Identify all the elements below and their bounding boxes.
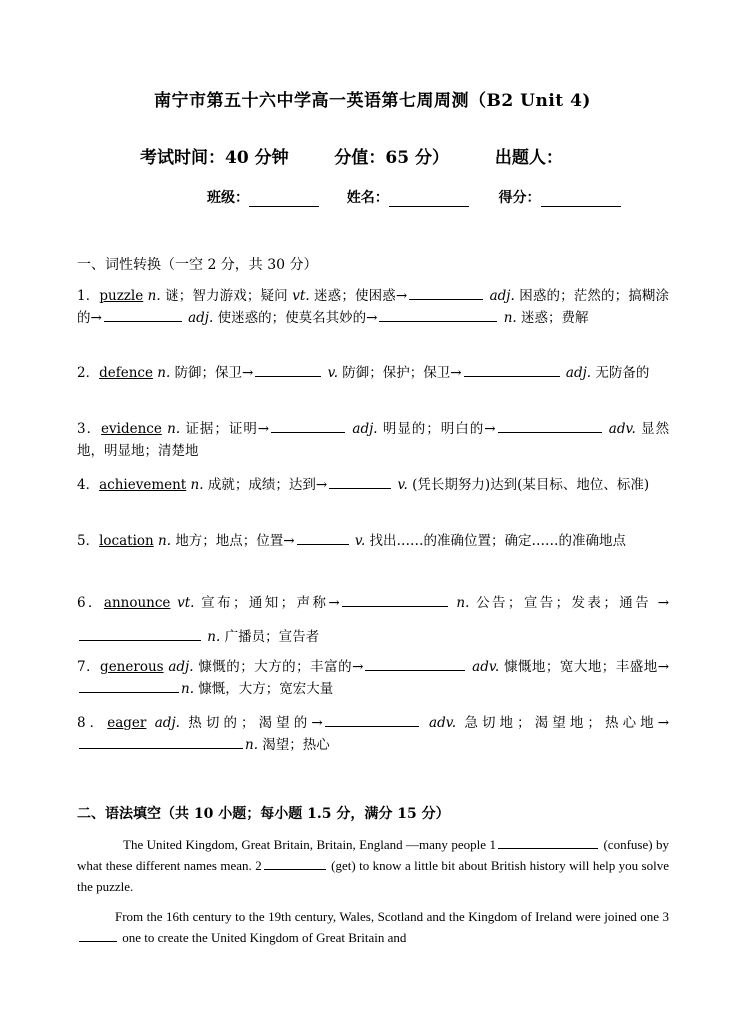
item-number: 8． <box>77 715 108 731</box>
meaning: 防御；保卫→ <box>174 365 254 381</box>
item-number: 2． <box>77 365 100 381</box>
answer-blank[interactable] <box>498 419 602 433</box>
class-label: 班级： <box>207 190 249 206</box>
answer-blank[interactable] <box>464 363 560 377</box>
meaning: 宣布；通知；声称→ <box>201 595 340 611</box>
item-word: defence <box>99 365 153 381</box>
vocab-item-4 <box>77 474 669 496</box>
meaning: 广播员；宣告者 <box>224 629 320 645</box>
pos: adj. <box>168 659 194 675</box>
pos: n. <box>147 288 161 304</box>
pos: n. <box>245 737 258 753</box>
vocab-item-8 <box>77 712 669 756</box>
meaning: 明显的；明白的→ <box>382 421 496 437</box>
passage-text: (confuse) by what these different names mean. <box>77 837 670 873</box>
passage-text: one to create the United Kingdom of Great Britain and <box>122 930 407 945</box>
item-number: 5． <box>77 533 100 549</box>
section1-heading: 一、词性转换（一空 2 分，共 30 分） <box>77 257 318 273</box>
answer-blank[interactable] <box>104 308 182 322</box>
meaning: 慷慨地；宽大地；丰盛地→ <box>503 659 670 675</box>
pos: n. <box>157 365 171 381</box>
pos: n. <box>207 629 221 645</box>
answer-blank[interactable] <box>79 679 179 693</box>
answer-blank[interactable] <box>409 286 483 300</box>
blank-number: 3 <box>662 909 669 924</box>
pos: n. <box>158 533 172 549</box>
answer-blank[interactable] <box>329 475 391 489</box>
answer-blank[interactable] <box>79 735 243 749</box>
points-blank[interactable] <box>541 192 621 207</box>
meaning: 迷惑；使困惑→ <box>314 288 408 304</box>
answer-blank[interactable] <box>365 657 465 671</box>
meaning: 热切的；渴望的→ <box>188 715 323 731</box>
item-word: evidence <box>101 421 162 437</box>
meaning: 慷慨，大方；宽宏大量 <box>198 681 334 697</box>
pos: n. <box>181 681 194 697</box>
item-number: 4． <box>77 477 100 493</box>
section2-heading: 二、语法填空（共 10 小题；每小题 1.5 分，满分 15 分） <box>77 806 450 822</box>
item-number: 3． <box>77 421 102 437</box>
item-number: 7． <box>77 659 101 675</box>
answer-blank[interactable] <box>79 627 201 641</box>
pos: adv. <box>608 421 636 437</box>
name-label: 姓名： <box>346 190 389 206</box>
pos: v. <box>397 477 408 493</box>
meaning: 公告；宣告；发表；通告 <box>476 595 652 611</box>
blank-number: 2 <box>255 858 262 873</box>
pos: v. <box>354 533 366 549</box>
meaning: 显然地，明显地；清楚地 <box>77 421 670 459</box>
answer-blank[interactable] <box>271 419 345 433</box>
answer-blank[interactable] <box>342 593 448 607</box>
item-number: 6． <box>77 595 104 611</box>
meaning: 证据；证明→ <box>185 421 270 437</box>
meaning: 慷慨的；大方的；丰富的→ <box>198 659 364 675</box>
meaning: (凭长期努力)达到(某目标、地位、标准) <box>412 477 650 493</box>
exam-score: 分值：65 分） <box>334 148 449 168</box>
answer-blank[interactable] <box>297 531 349 545</box>
passage-text: (get) to know a little bit about British history will help you solve the puzzle. <box>77 858 669 894</box>
grammar-paragraph-1 <box>77 834 669 897</box>
pos: adv. <box>429 715 457 731</box>
answer-blank[interactable] <box>79 928 117 942</box>
answer-blank[interactable] <box>379 308 497 322</box>
pos: n. <box>503 310 517 326</box>
pos: vt. <box>177 595 195 611</box>
vocab-item-3 <box>77 418 669 462</box>
item-word: eager <box>107 715 147 731</box>
pos: n. <box>167 421 181 437</box>
exam-meta <box>140 143 563 168</box>
meaning: 地方；地点；位置→ <box>175 533 295 549</box>
blank-number: 1 <box>489 837 496 852</box>
answer-blank[interactable] <box>264 856 326 870</box>
passage-text: From the 16th century to the 19th century, Wales, Scotland and the Kingdom of Ireland were joined one <box>115 909 659 924</box>
meaning: 急切地；渴望地；热心地→ <box>464 715 670 731</box>
name-blank[interactable] <box>389 192 469 207</box>
exam-title: 南宁市第五十六中学高一英语第七周周测（B2 Unit 4) <box>154 91 591 111</box>
points-label: 得分： <box>498 190 541 206</box>
meaning: 防御；保护；保卫→ <box>342 365 462 381</box>
pos: n. <box>190 477 204 493</box>
meaning: 成就；成绩；达到→ <box>207 477 328 493</box>
meaning: 无防备的 <box>595 365 650 381</box>
answer-blank[interactable] <box>255 363 321 377</box>
pos: adj. <box>352 421 378 437</box>
exam-setter: 出题人： <box>494 148 563 168</box>
vocab-item-6: 6．announce vt. 宣布；通知；声称→ n. 公告；宣告；发表；通告 → n. 广播员；宣告者 <box>77 595 670 645</box>
class-blank[interactable] <box>249 192 319 207</box>
meaning: 迷惑；费解 <box>520 310 589 326</box>
item-number: 1． <box>77 288 100 304</box>
item-word: puzzle <box>99 288 144 304</box>
student-info <box>207 187 621 207</box>
meaning: 谜；智力游戏；疑问 <box>165 288 288 304</box>
meaning: 使迷惑的；使莫名其妙的→ <box>217 310 378 326</box>
pos: n. <box>456 595 470 611</box>
grammar-paragraph-2 <box>77 906 669 948</box>
item-word: announce <box>103 595 171 611</box>
vocab-item-2 <box>77 362 669 384</box>
item-word: generous <box>100 659 164 675</box>
pos: adj. <box>565 365 592 381</box>
pos: vt. <box>292 288 310 304</box>
meaning: 找出……的准确位置；确定……的准确地点 <box>369 533 627 549</box>
meaning: 渴望；热心 <box>262 737 330 753</box>
vocab-item-5 <box>77 530 669 552</box>
pos: adv. <box>472 659 500 675</box>
pos: v. <box>327 365 338 381</box>
exam-time: 考试时间：40 分钟 <box>140 148 289 168</box>
answer-blank[interactable] <box>325 713 419 727</box>
item-word: achievement <box>99 477 187 493</box>
pos: adj. <box>154 715 180 731</box>
item-word: location <box>99 533 154 549</box>
passage-text: The United Kingdom, Great Britain, Britain, England —many people <box>123 837 487 852</box>
meaning: 困惑的；茫然的；搞糊涂的→ <box>77 288 670 326</box>
vocab-item-7 <box>77 656 669 700</box>
vocab-item-1 <box>77 285 669 329</box>
pos: adj. <box>188 310 214 326</box>
answer-blank[interactable] <box>498 835 598 849</box>
pos: adj. <box>489 288 515 304</box>
